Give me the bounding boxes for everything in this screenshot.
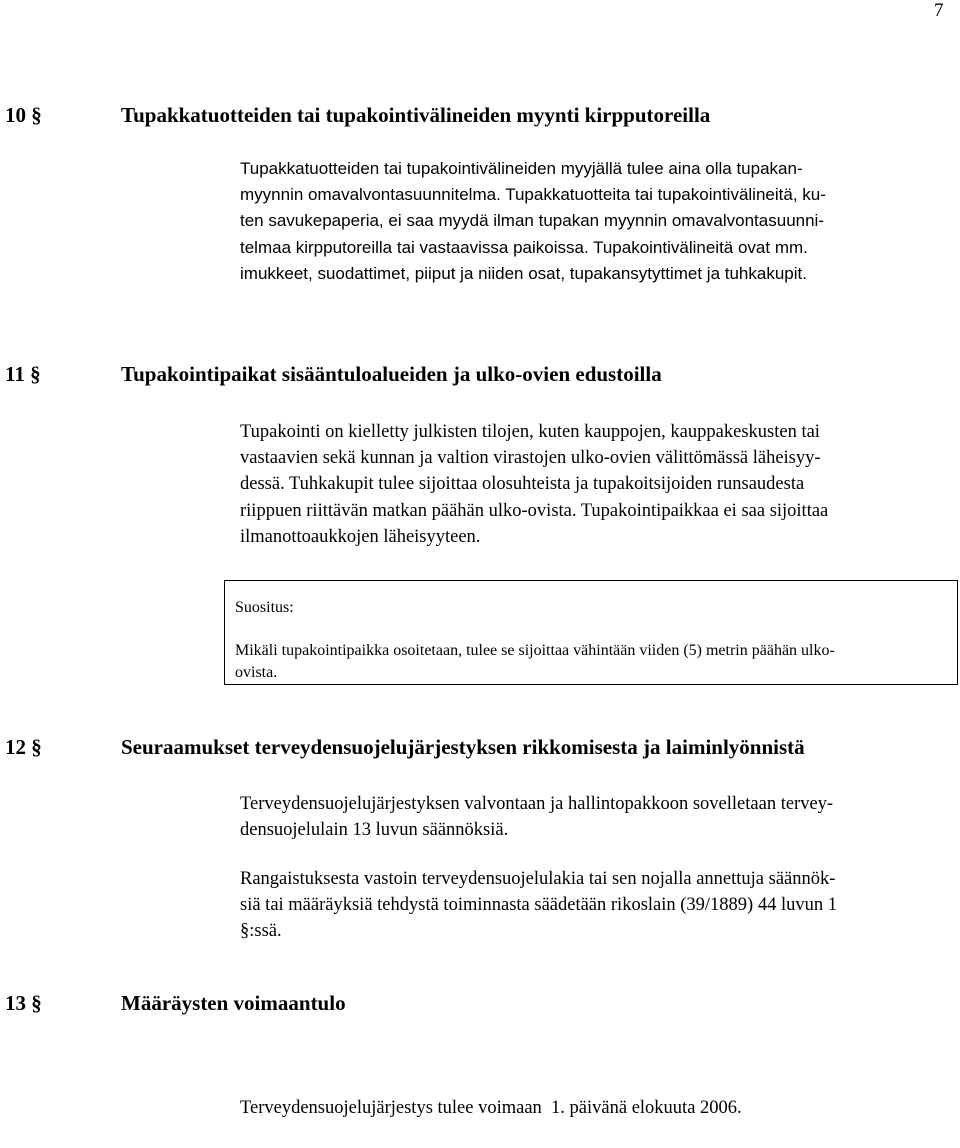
page-number: 7: [934, 0, 944, 21]
recommendation-text: [235, 640, 835, 684]
recommendation-label: Suositus:: [235, 599, 294, 616]
section-number: 13 §: [5, 991, 42, 1015]
paragraph-line: ilmanottoaukkojen läheisyyteen.: [240, 526, 481, 547]
section-title: Tupakointipaikat sisääntuloalueiden ja ulko-ovien edustoilla: [121, 362, 662, 386]
paragraph-line: dessä. Tuhkakupit tulee sijoittaa olosuhteista ja tupakoitsijoiden runsaudesta: [240, 474, 805, 495]
paragraph: [240, 791, 833, 843]
paragraph-line: vastaavien sekä kunnan ja valtion virastojen ulko-ovien välittömässä läheisyy-: [240, 448, 821, 469]
paragraph-line: §:ssä.: [240, 921, 282, 942]
paragraph: [240, 866, 837, 945]
recommendation-line: Mikäli tupakointipaikka osoitetaan, tulee se sijoittaa vähintään viiden (5) metrin päähän ulko-: [235, 642, 835, 659]
section-number: 12 §: [5, 735, 42, 759]
paragraph-line: Tupakkatuotteiden tai tupakointivälineiden myyjällä tulee aina olla tupakan-: [240, 159, 803, 178]
paragraph-line: myynnin omavalvontasuunnitelma. Tupakkatuotteita tai tupakointivälineitä, ku-: [240, 185, 826, 205]
paragraph-line: riippuen riittävän matkan päähän ulko-ovista. Tupakointipaikkaa ei saa sijoittaa: [240, 500, 829, 521]
section-title: Seuraamukset terveydensuojelujärjestyksen rikkomisesta ja laiminlyönnistä: [121, 735, 805, 759]
recommendation-box: [224, 580, 958, 685]
paragraph: [240, 419, 828, 550]
paragraph-line: siä tai määräyksiä tehdystä toiminnasta säädetään rikoslain (39/1889) 44 luvun 1: [240, 895, 837, 916]
section-number: 10 §: [5, 103, 42, 127]
paragraph: [240, 1043, 742, 1148]
paragraph-line: telmaa kirpputoreilla tai vastaavissa paikoissa. Tupakointivälineitä ovat mm.: [240, 237, 808, 257]
recommendation-line: ovista.: [235, 664, 278, 681]
section-title: Määräysten voimaantulo: [121, 991, 346, 1015]
paragraph-line: ten savukepaperia, ei saa myydä ilman tupakan myynnin omavalvontasuunni-: [240, 211, 824, 231]
section-number: 11 §: [5, 362, 41, 386]
section-title: Tupakkatuotteiden tai tupakointivälineiden myynti kirpputoreilla: [121, 103, 711, 127]
paragraph-line: Terveydensuojelujärjestyksen valvontaan ja hallintopakkoon sovelletaan tervey-: [240, 794, 834, 814]
paragraph: [240, 156, 826, 287]
paragraph-line: Rangaistuksesta vastoin terveydensuojelulakia tai sen nojalla annettuja säännök-: [240, 869, 836, 889]
paragraph-line: imukkeet, suodattimet, piiput ja niiden osat, tupakansytyttimet ja tuhkakupit.: [240, 263, 807, 283]
paragraph-line: Tupakointi on kielletty julkisten tilojen, kuten kauppojen, kauppakeskusten tai: [240, 422, 820, 442]
paragraph-line: densuojelulain 13 luvun säännöksiä.: [240, 820, 509, 841]
paragraph-line: Terveydensuojelujärjestys tulee voimaan 1. päivänä elokuuta 2006.: [240, 1098, 742, 1119]
